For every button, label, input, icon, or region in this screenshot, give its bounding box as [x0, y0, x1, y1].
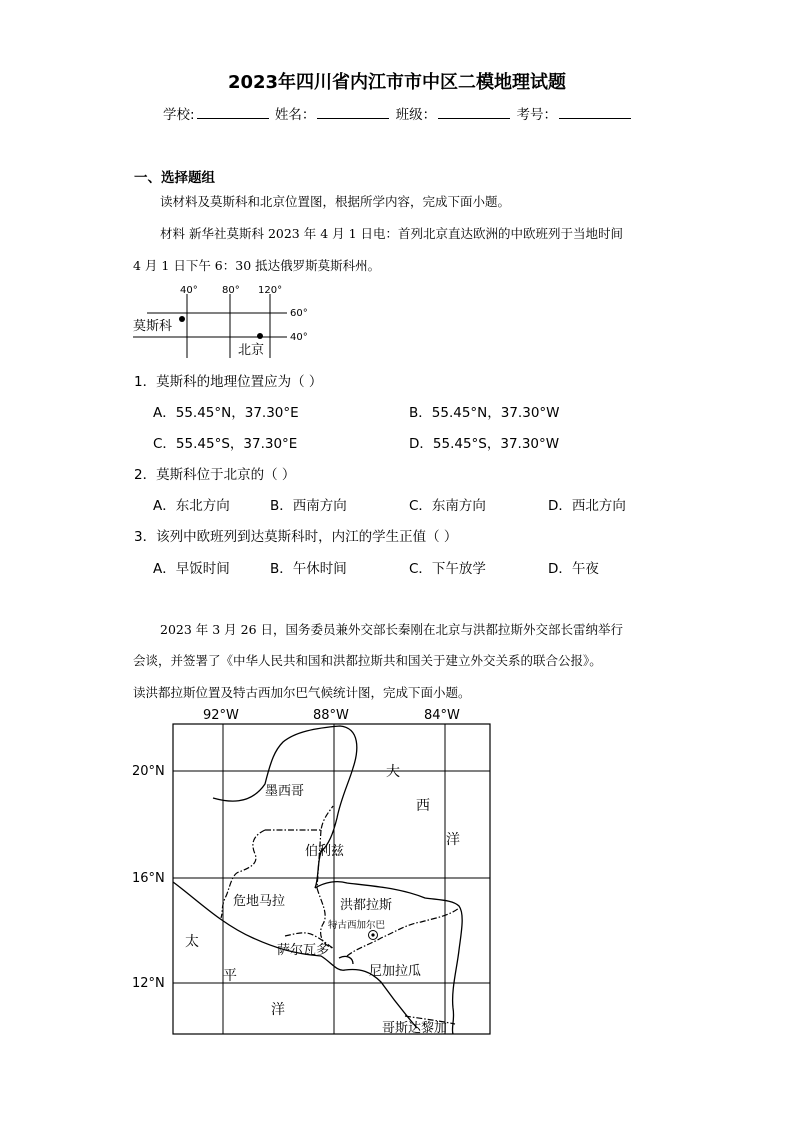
- lon-40-label: 40°: [180, 285, 198, 296]
- mexico-label: 墨西哥: [265, 784, 305, 799]
- name-blank[interactable]: [317, 104, 389, 119]
- lon-80-label: 80°: [222, 285, 240, 296]
- lat-60-label: 60°: [290, 308, 308, 319]
- yucatan-coastline: [213, 726, 357, 888]
- atlantic-label-3: 洋: [446, 832, 460, 848]
- beijing-label: 北京: [238, 343, 265, 358]
- question-2-option-d[interactable]: D．西北方向: [548, 498, 626, 514]
- school-blank[interactable]: [197, 104, 269, 119]
- lat-16n-label: 16°N: [132, 871, 165, 886]
- pacific-label-3: 洋: [271, 1002, 285, 1018]
- honduras-label: 洪都拉斯: [340, 898, 393, 913]
- lat-12n-label: 12°N: [132, 976, 165, 991]
- tegucigalpa-label: 特古西加尔巴: [328, 920, 386, 931]
- group2-line3: 读洪都拉斯位置及特古西加尔巴气候统计图，完成下面小题。: [133, 685, 471, 700]
- group2-line2: 会谈，并签署了《中华人民共和国和洪都拉斯共和国关于建立外交关系的联合公报》。: [133, 653, 602, 668]
- el-salvador-label: 萨尔瓦多: [277, 943, 330, 958]
- question-1-option-a[interactable]: A．55.45°N，37.30°E: [153, 405, 299, 421]
- school-label: 学校:: [163, 107, 195, 123]
- question-3-option-a[interactable]: A．早饭时间: [153, 561, 230, 577]
- number-label: 考号：: [516, 107, 557, 123]
- question-3-option-d[interactable]: D．午夜: [548, 561, 599, 577]
- lon-84w-label: 84°W: [424, 708, 460, 723]
- section-heading: 一、选择题组: [134, 170, 215, 186]
- honduras-location-map: [125, 702, 505, 1042]
- name-label: 姓名：: [274, 107, 316, 123]
- lon-120-label: 120°: [258, 285, 283, 296]
- question-3-option-b[interactable]: B．午休时间: [270, 561, 347, 577]
- group1-intro: 读材料及莫斯科和北京位置图，根据所学内容，完成下面小题。: [160, 194, 511, 209]
- guatemala-label: 危地马拉: [233, 894, 286, 909]
- question-3-stem: 3．该列中欧班列到达莫斯科时，内江的学生正值（ ）: [134, 529, 458, 545]
- group2-line1: 2023 年 3 月 26 日，国务委员兼外交部长秦刚在北京与洪都拉斯外交部长雷纳举行: [160, 622, 624, 637]
- question-1-option-b[interactable]: B．55.45°N，37.30°W: [409, 405, 560, 421]
- moscow-point: [179, 316, 185, 322]
- costa-rica-label: 哥斯达黎加: [382, 1021, 448, 1036]
- question-2-option-a[interactable]: A．东北方向: [153, 498, 230, 514]
- question-1-stem: 1．莫斯科的地理位置应为（ ）: [134, 374, 323, 390]
- pacific-label-1: 太: [185, 934, 199, 950]
- question-2-option-b[interactable]: B．西南方向: [270, 498, 347, 514]
- question-3-option-c[interactable]: C．下午放学: [409, 561, 486, 577]
- page-title: 2023年四川省内江市市中区二模地理试题: [227, 72, 567, 93]
- lon-88w-label: 88°W: [313, 708, 349, 723]
- moscow-beijing-map: [125, 278, 325, 362]
- question-2-option-c[interactable]: C．东南方向: [409, 498, 486, 514]
- pacific-label-2: 平: [223, 968, 237, 984]
- fonseca-gulf: [339, 956, 353, 964]
- class-label: 班级：: [395, 107, 437, 123]
- moscow-label: 莫斯科: [133, 319, 173, 334]
- question-2-stem: 2．莫斯科位于北京的（ ）: [134, 467, 296, 483]
- group1-material-line2: 4 月 1 日下午 6：30 抵达俄罗斯莫斯科州。: [133, 258, 381, 273]
- tegucigalpa-dot: [371, 933, 374, 936]
- lon-92w-label: 92°W: [203, 708, 239, 723]
- lat-20n-label: 20°N: [132, 764, 165, 779]
- belize-label: 伯利兹: [305, 844, 345, 859]
- question-1-option-c[interactable]: C．55.45°S，37.30°E: [153, 436, 298, 452]
- beijing-point: [257, 333, 263, 339]
- class-blank[interactable]: [438, 104, 510, 119]
- atlantic-label-1: 大: [386, 764, 400, 780]
- student-info-line: [163, 103, 633, 123]
- atlantic-label-2: 西: [416, 798, 430, 814]
- number-blank[interactable]: [559, 104, 631, 119]
- honduras-nicaragua-border: [347, 908, 459, 956]
- nicaragua-label: 尼加拉瓜: [369, 964, 422, 979]
- group1-material-line1: 材料 新华社莫斯科 2023 年 4 月 1 日电：首列北京直达欧洲的中欧班列于当地时间: [160, 226, 624, 241]
- question-1-option-d[interactable]: D．55.45°S，37.30°W: [409, 436, 560, 452]
- lat-40-label: 40°: [290, 332, 308, 343]
